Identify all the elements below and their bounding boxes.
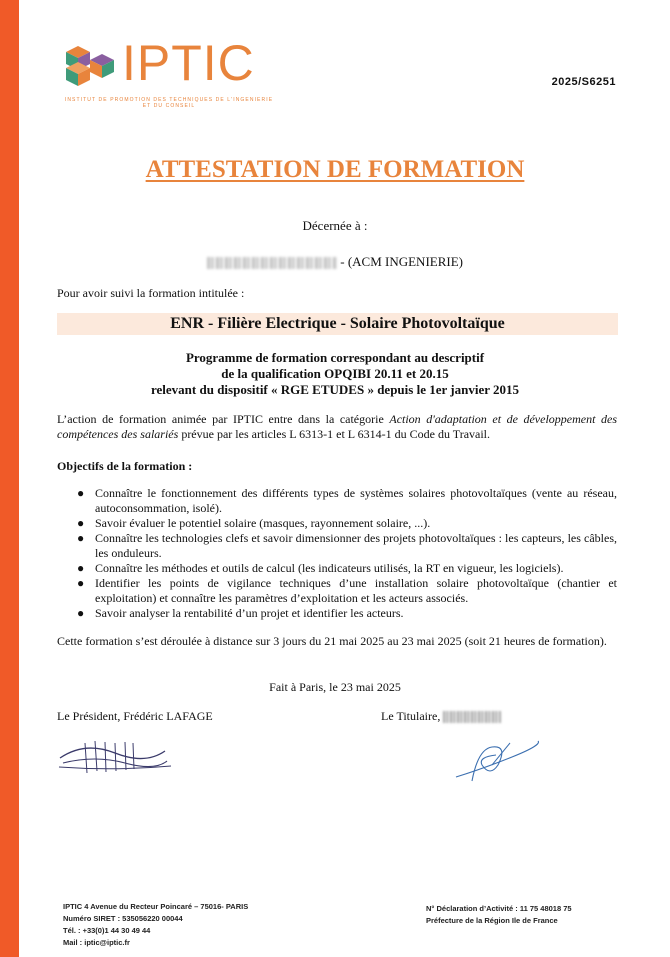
followed-label: Pour avoir suivi la formation intitulée : bbox=[57, 286, 245, 300]
footer-address: IPTIC 4 Avenue du Recteur Poincaré – 75016- PARIS bbox=[63, 902, 249, 911]
document-reference: 2025/S6251 bbox=[551, 76, 616, 88]
course-title: ENR - Filière Electrique - Solaire Photovoltaïque bbox=[170, 315, 505, 332]
objective-item: ● Identifier les points de vigilance techniques d’une installation solaire photovoltaïque (chantier et exploitation) et connaître les paramètres d’exploitation et les acteurs associés. bbox=[77, 576, 617, 605]
page-title: ATTESTATION DE FORMATION bbox=[145, 156, 525, 183]
action-text-before: L’action de formation animée par IPTIC entre dans la catégorie bbox=[57, 412, 390, 426]
program-line-2: de la qualification OPQIBI 20.11 et 20.15 bbox=[221, 366, 449, 381]
action-category: Action d'adaptation et de développement des compétences des salariés bbox=[57, 412, 617, 441]
objectives-heading: Objectifs de la formation : bbox=[57, 459, 193, 473]
holder-signature bbox=[452, 735, 542, 790]
bullet-icon: ● bbox=[77, 516, 85, 530]
footer-prefecture: Préfecture de la Région Ile de France bbox=[426, 916, 558, 925]
objective-item: ● Connaître les technologies clefs et savoir dimensionner des projets photovoltaïques : les capteurs, les câbles, les onduleurs. bbox=[77, 531, 617, 560]
orange-side-bar bbox=[0, 0, 19, 957]
footer-left bbox=[63, 901, 248, 949]
action-paragraph bbox=[57, 412, 617, 442]
objective-item: ● Connaître le fonctionnement des différents types de systèmes solaires photovoltaïques (vente au réseau, autoconsommation, isolé). bbox=[77, 486, 617, 515]
bullet-icon: ● bbox=[77, 606, 85, 620]
president-signature bbox=[55, 733, 175, 778]
president-label: Le Président, Frédéric LAFAGE bbox=[57, 709, 213, 723]
program-line-1: Programme de formation correspondant au descriptif bbox=[185, 350, 485, 365]
recipient-line bbox=[0, 254, 670, 270]
objective-item: ● Savoir évaluer le potentiel solaire (masques, rayonnement solaire, ...). bbox=[77, 516, 431, 530]
footer-phone: Tél. : +33(0)1 44 30 49 44 bbox=[63, 926, 151, 935]
program-description bbox=[0, 350, 670, 398]
footer-declaration: N° Déclaration d’Activité : 11 75 48018 75 bbox=[426, 904, 572, 913]
logo-wordmark: IPTIC bbox=[122, 35, 255, 91]
logo-tagline: INSTITUT DE PROMOTION DES TECHNIQUES DE L'INGENIERIE ET DU CONSEIL bbox=[64, 97, 274, 109]
course-title-band bbox=[57, 313, 618, 335]
footer-mail: Mail : iptic@iptic.fr bbox=[63, 938, 130, 947]
objectives-list bbox=[57, 486, 617, 621]
awarded-to-label: Décernée à : bbox=[302, 218, 368, 233]
bullet-icon: ● bbox=[77, 486, 85, 500]
redacted-recipient-name bbox=[207, 257, 337, 269]
program-line-3: relevant du dispositif « RGE ETUDES » depuis le 1er janvier 2015 bbox=[150, 382, 519, 397]
redacted-holder-name bbox=[443, 711, 501, 723]
holder-label bbox=[381, 709, 501, 724]
objective-item: ● Connaître les méthodes et outils de calcul (les indicateurs utilisés, la RT en vigueur, les logiciels). bbox=[77, 561, 564, 575]
footer-siret: Numéro SIRET : 535056220 00044 bbox=[63, 914, 183, 923]
recipient-company: - (ACM INGENIERIE) bbox=[340, 254, 463, 269]
bullet-icon: ● bbox=[77, 531, 85, 545]
logo-cube-icon bbox=[62, 44, 120, 90]
place-date: Fait à Paris, le 23 mai 2025 bbox=[269, 680, 401, 694]
objective-item: ● Savoir analyser la rentabilité d’un projet et identifier les acteurs. bbox=[77, 606, 404, 620]
bullet-icon: ● bbox=[77, 561, 85, 575]
action-text-after: prévue par les articles L 6313-1 et L 6314-1 du Code du Travail. bbox=[178, 427, 491, 441]
iptic-logo bbox=[62, 35, 277, 114]
holder-label-text: Le Titulaire, bbox=[381, 709, 441, 723]
footer-right bbox=[426, 903, 572, 927]
bullet-icon: ● bbox=[77, 576, 85, 590]
conclusion-paragraph: Cette formation s’est déroulée à distance sur 3 jours du 21 mai 2025 au 23 mai 2025 (soit 21 heures de formation). bbox=[57, 634, 607, 648]
